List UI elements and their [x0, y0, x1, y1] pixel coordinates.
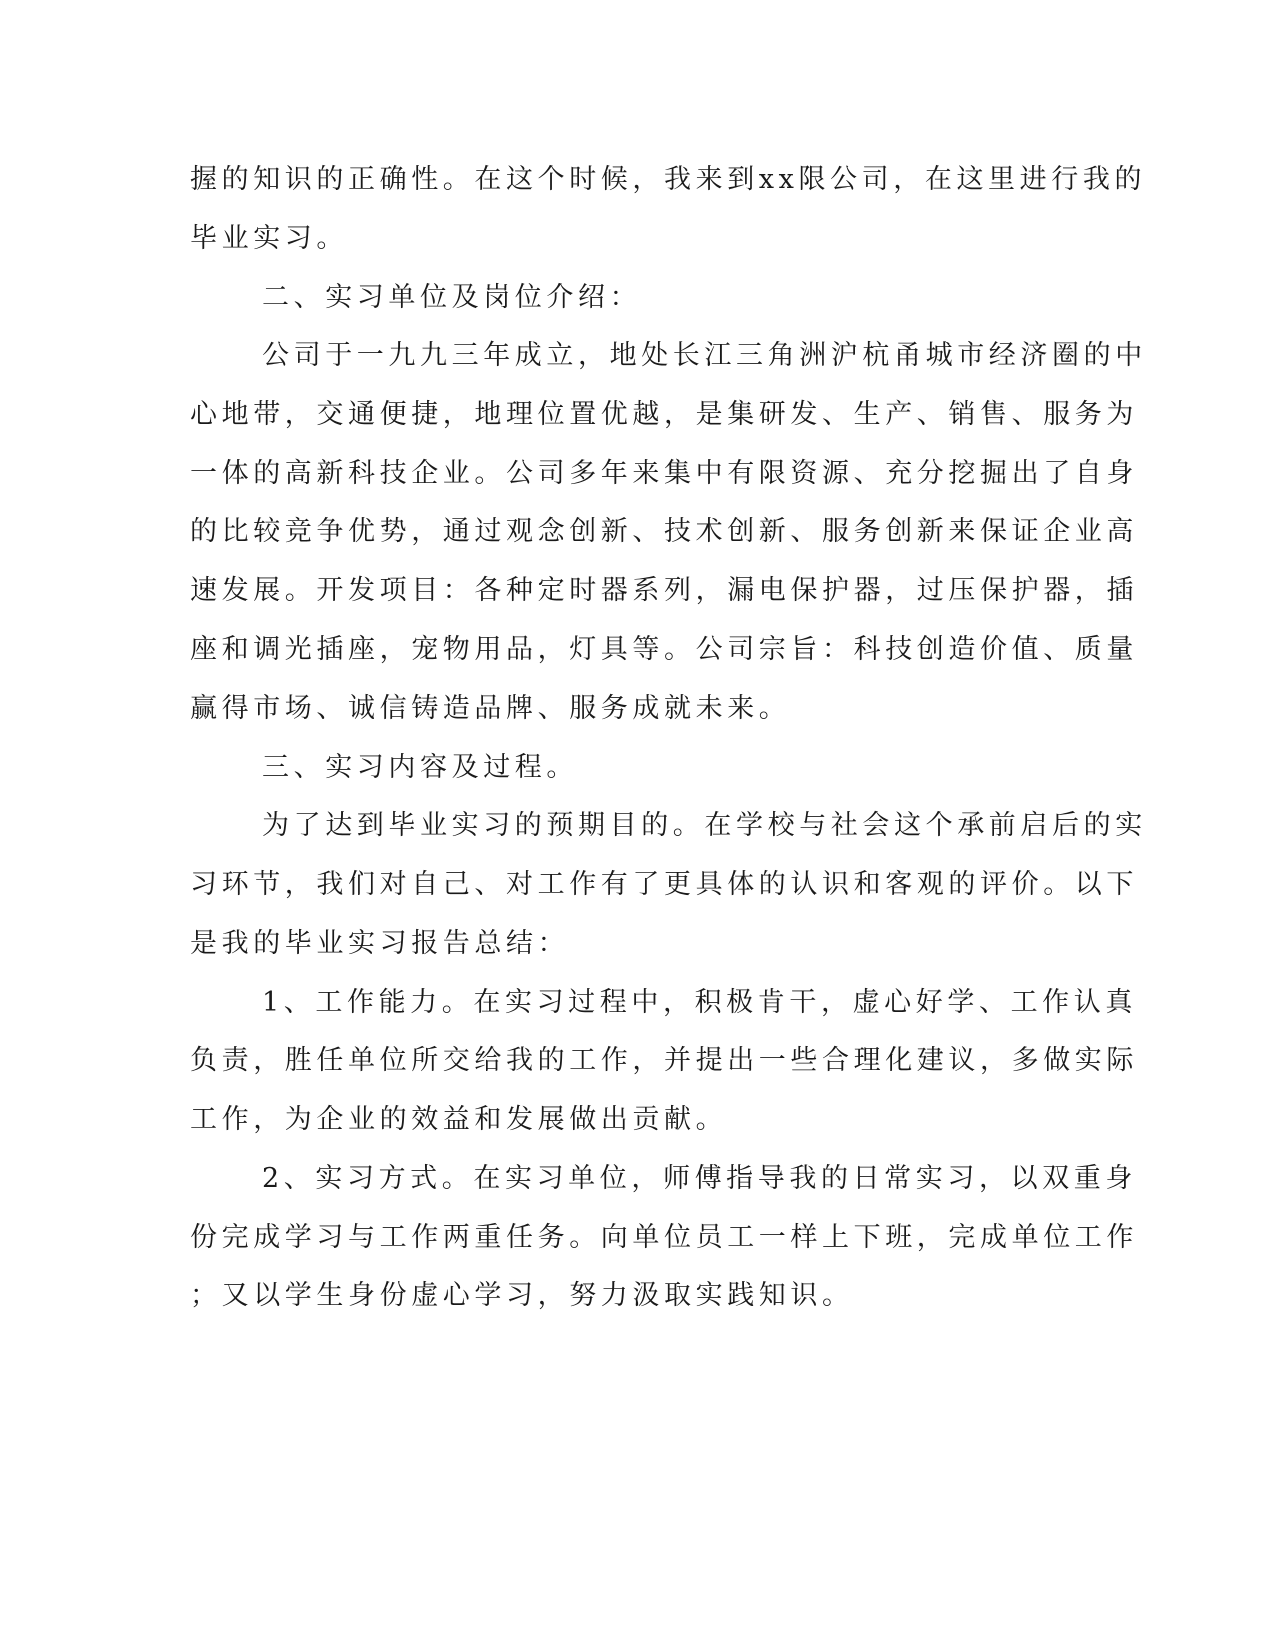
- text-line: 速发展。开发项目：各种定时器系列，漏电保护器，过压保护器，插: [190, 575, 1138, 606]
- text-line: 工作，为企业的效益和发展做出贡献。: [190, 1104, 728, 1135]
- text-line: 公司于一九九三年成立，地处长江三角洲沪杭甬城市经济圈的中: [262, 340, 1147, 371]
- text-line: 一体的高新科技企业。公司多年来集中有限资源、充分挖掘出了自身: [190, 458, 1138, 489]
- section-heading: 二、实习单位及岗位介绍：: [262, 282, 642, 313]
- section-heading: 三、实习内容及过程。: [262, 752, 578, 783]
- text-line: 的比较竞争优势，通过观念创新、技术创新、服务创新来保证企业高: [190, 516, 1138, 547]
- text-line: ；又以学生身份虚心学习，努力汲取实践知识。: [190, 1280, 854, 1311]
- text-line: 赢得市场、诚信铸造品牌、服务成就未来。: [190, 693, 791, 724]
- text-line: 2、实习方式。在实习单位，师傅指导我的日常实习，以双重身: [262, 1163, 1137, 1194]
- text-line: 为了达到毕业实习的预期目的。在学校与社会这个承前启后的实: [262, 810, 1147, 841]
- text-line: 心地带，交通便捷，地理位置优越，是集研发、生产、销售、服务为: [190, 399, 1138, 430]
- text-line: 份完成学习与工作两重任务。向单位员工一样上下班，完成单位工作: [190, 1222, 1138, 1253]
- text-line: 是我的毕业实习报告总结：: [190, 928, 570, 959]
- text-line: 1、工作能力。在实习过程中，积极肯干，虚心好学、工作认真: [262, 987, 1137, 1018]
- text-line: 负责，胜任单位所交给我的工作，并提出一些合理化建议，多做实际: [190, 1045, 1138, 1076]
- text-line: 毕业实习。: [190, 223, 348, 254]
- text-line: 习环节，我们对自己、对工作有了更具体的认识和客观的评价。以下: [190, 869, 1138, 900]
- text-line: 座和调光插座，宠物用品，灯具等。公司宗旨：科技创造价值、质量: [190, 634, 1138, 665]
- text-line: 握的知识的正确性。在这个时候，我来到xx限公司，在这里进行我的: [190, 164, 1147, 195]
